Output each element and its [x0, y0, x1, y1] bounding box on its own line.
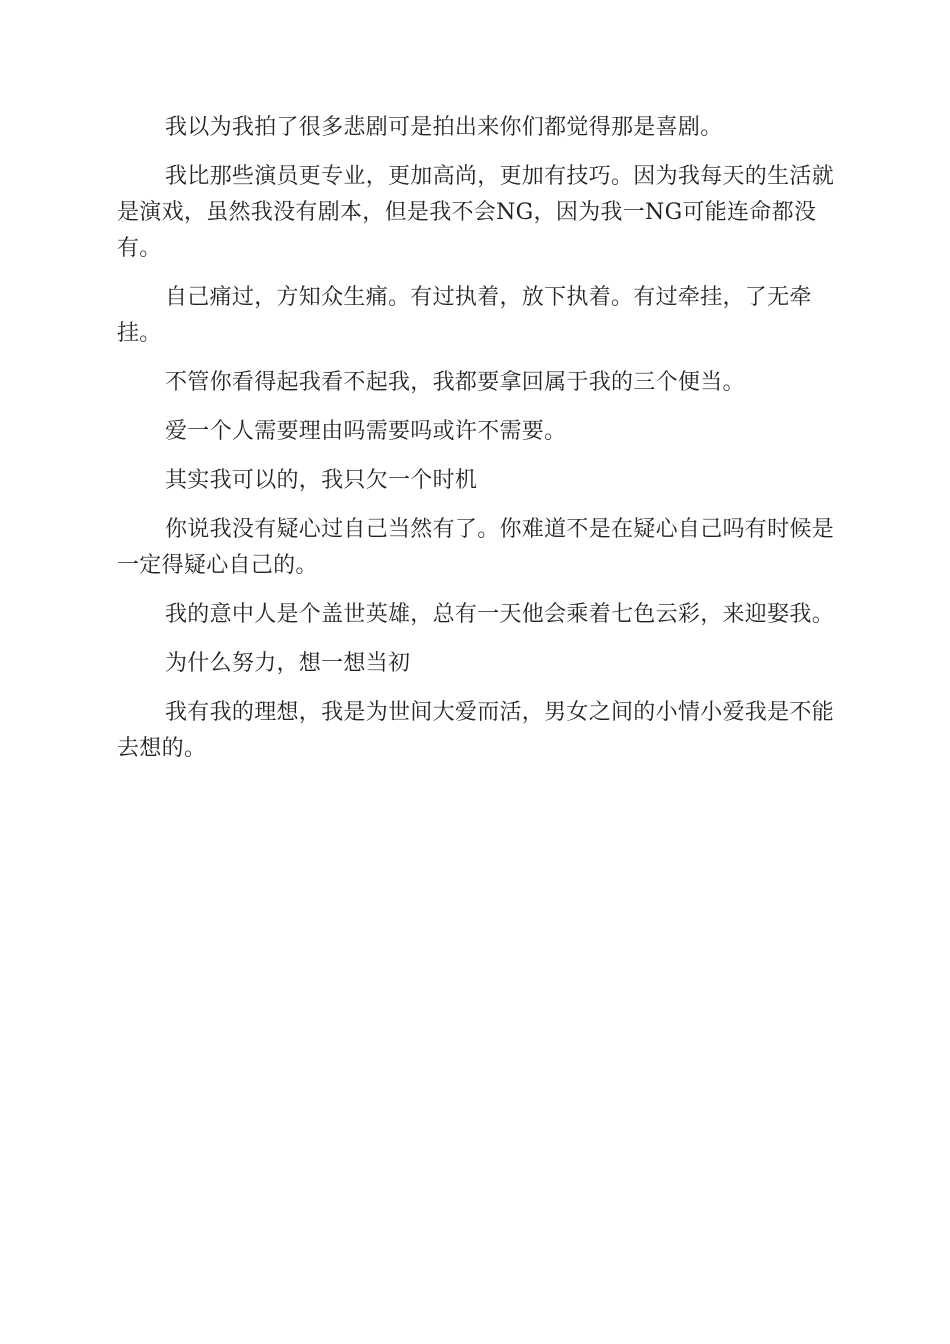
document-body: [117, 110, 837, 780]
paragraph: 其实我可以的，我只欠一个时机: [165, 468, 478, 493]
paragraph: 你说我没有疑心过自己当然有了。你难道不是在疑心自己吗有时候是一定得疑心自己的。: [117, 517, 835, 578]
paragraph: 自己痛过，方知众生痛。有过执着，放下执着。有过牵挂，了无牵挂。: [117, 285, 812, 346]
paragraph: 我比那些演员更专业，更加高尚，更加有技巧。因为我每天的生活就是演戏，虽然我没有剧本，但是我不会NG，因为我一NG可能连命都没有。: [117, 164, 835, 261]
paragraph: 我有我的理想，我是为世间大爱而活，男女之间的小情小爱我是不能去想的。: [117, 700, 835, 761]
paragraph: 我以为我拍了很多悲剧可是拍出来你们都觉得那是喜剧。: [165, 115, 723, 140]
paragraph: 我的意中人是个盖世英雄，总有一天他会乘着七色云彩，来迎娶我。: [165, 602, 835, 627]
paragraph: 不管你看得起我看不起我，我都要拿回属于我的三个便当。: [165, 370, 745, 395]
paragraph: 为什么努力，想一想当初: [165, 651, 411, 676]
paragraph: 爱一个人需要理由吗需要吗或许不需要。: [165, 419, 567, 444]
